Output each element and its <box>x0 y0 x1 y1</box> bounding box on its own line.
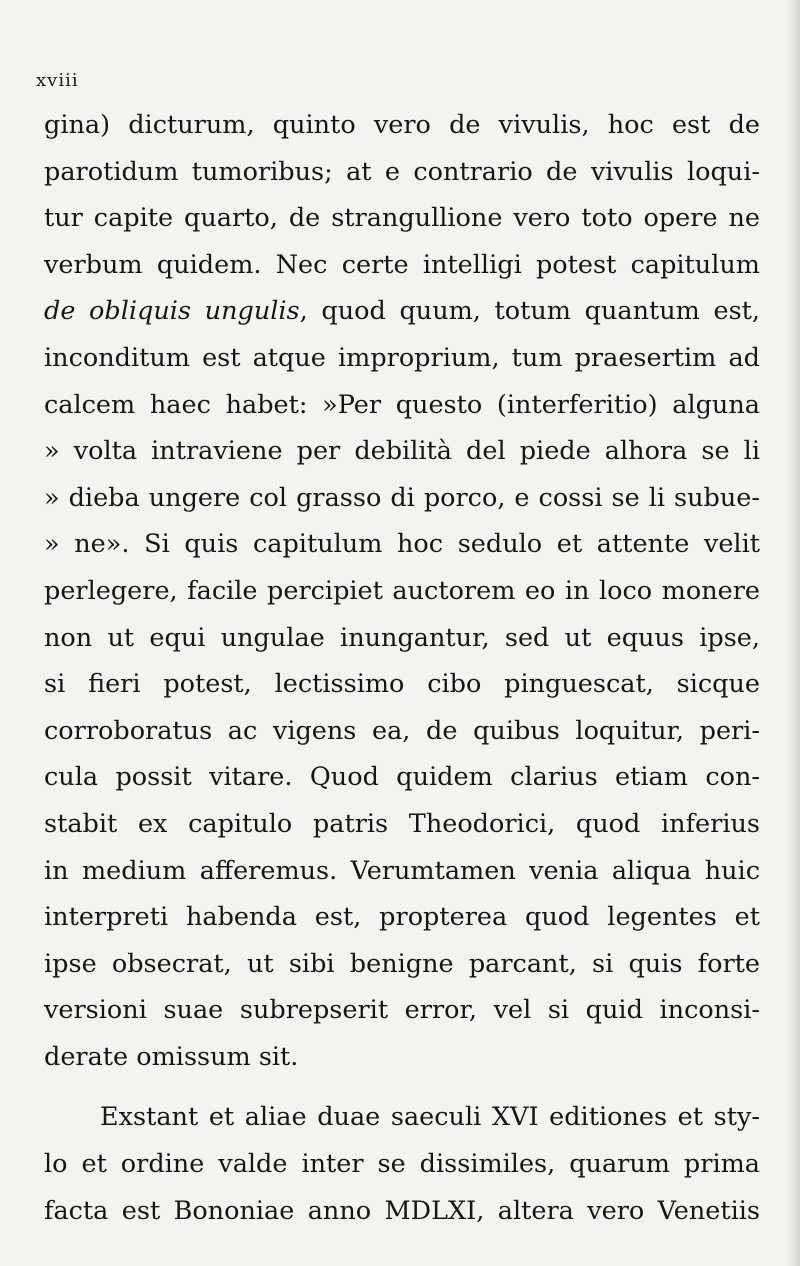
text-line: » ne». Si quis capitulum hoc sedulo et attente velit <box>44 529 760 560</box>
text-line: Exstant et aliae duae saeculi XVI editiones et sty- <box>100 1102 760 1133</box>
text-segment: , quod quum, totum quantum est, <box>299 296 761 327</box>
paragraph-2 <box>44 1094 760 1234</box>
text-line <box>44 288 760 335</box>
text-line: inconditum est atque improprium, tum praesertim ad <box>44 342 760 373</box>
text-line: si fieri potest, lectissimo cibo pinguescat, sicque <box>44 669 760 700</box>
text-line: derate omissum sit. <box>44 1041 299 1072</box>
text-line: » volta intraviene per debilità del piede alhora se li <box>44 436 760 467</box>
text-line: cula possit vitare. Quod quidem clarius etiam con- <box>44 762 760 793</box>
body-text <box>44 102 760 1234</box>
page-edge-shadow <box>786 0 800 1266</box>
italic-title: de obliquis ungulis <box>44 296 300 327</box>
text-line: perlegere, facile percipiet auctorem eo in loco monere <box>44 575 760 606</box>
page-number: xviii <box>36 70 79 91</box>
text-line: tur capite quarto, de strangullione vero toto opere ne <box>44 203 760 234</box>
text-line: stabit ex capitulo patris Theodorici, quod inferius <box>44 808 760 839</box>
text-line: corroboratus ac vigens ea, de quibus loquitur, peri- <box>44 715 760 746</box>
text-line: verbum quidem. Nec certe intelligi potest capitulum <box>44 249 760 280</box>
paragraph-1 <box>44 102 760 1080</box>
text-line: calcem haec habet: »Per questo (interferitio) alguna <box>44 389 760 420</box>
text-line: » dieba ungere col grasso di porco, e cossi se li subue- <box>44 482 760 513</box>
text-line: lo et ordine valde inter se dissimiles, quarum prima <box>44 1149 760 1180</box>
text-line: versioni suae subrepserit error, vel si quid inconsi- <box>44 995 760 1026</box>
text-line: interpreti habenda est, propterea quod legentes et <box>44 902 760 933</box>
text-line: facta est Bononiae anno MDLXI, altera vero Venetiis <box>44 1195 760 1226</box>
text-line: non ut equi ungulae inungantur, sed ut equus ipse, <box>44 622 760 653</box>
text-line: parotidum tumoribus; at e contrario de vivulis loqui- <box>44 156 760 187</box>
text-line: in medium afferemus. Verumtamen venia aliqua huic <box>44 855 760 886</box>
text-line: ipse obsecrat, ut sibi benigne parcant, si quis forte <box>44 948 760 979</box>
text-line: gina) dicturum, quinto vero de vivulis, hoc est de <box>44 110 760 140</box>
